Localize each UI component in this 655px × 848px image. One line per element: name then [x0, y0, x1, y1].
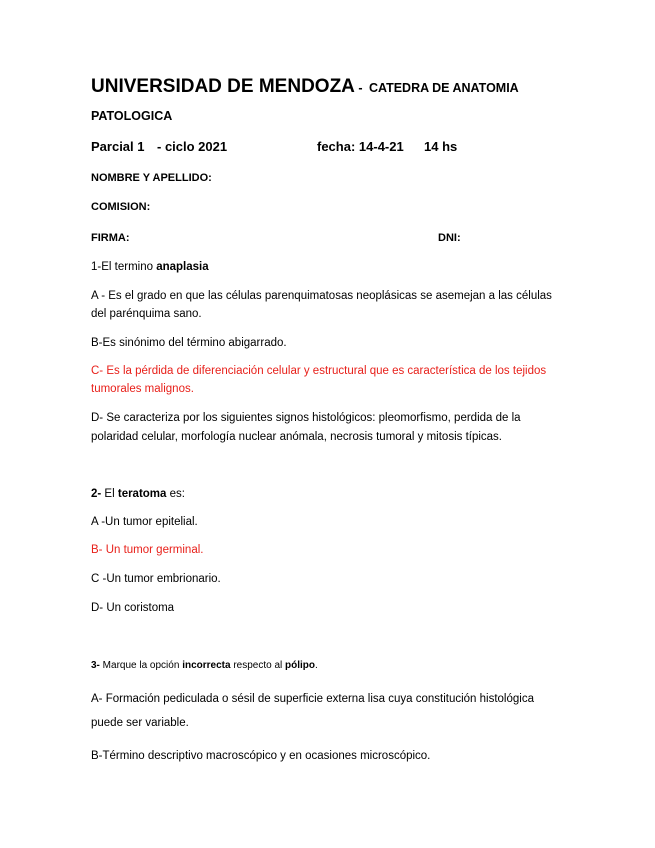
question-3-keyword-polipo: pólipo: [285, 660, 316, 671]
q2-option-c: C -Un tumor embrionario.: [91, 573, 221, 585]
question-2-keyword: teratoma: [117, 488, 167, 500]
signature-field-label: FIRMA:: [91, 232, 130, 244]
question-1: [91, 260, 209, 274]
question-3: [91, 659, 318, 673]
question-3-middle: respecto al: [230, 660, 286, 671]
question-3-prefix: Marque la opción: [99, 660, 183, 671]
question-2-prefix: El: [101, 488, 118, 500]
q1-option-c-line1: C- Es la pérdida de diferenciación celular y estructural que es característica de los tejidos: [91, 365, 547, 377]
question-3-keyword-incorrecta: incorrecta: [182, 660, 231, 671]
university-name: UNIVERSIDAD DE MENDOZA: [91, 76, 355, 97]
q1-option-b: B-Es sinónimo del término abigarrado.: [91, 337, 287, 349]
q1-option-c-line2: tumorales malignos.: [91, 383, 194, 395]
chair-name: CATEDRA DE ANATOMIA: [368, 81, 519, 95]
name-field-label: NOMBRE Y APELLIDO:: [91, 172, 212, 184]
question-2-suffix: es:: [166, 488, 185, 500]
title-dash: -: [354, 81, 363, 95]
q1-option-d-line1: D- Se caracteriza por los siguientes signos histológicos: pleomorfismo, perdida de la: [91, 412, 521, 424]
question-1-keyword: anaplasia: [156, 261, 209, 273]
chair-name-continued: PATOLOGICA: [91, 109, 173, 123]
question-1-prefix: El termino: [101, 261, 157, 273]
exam-cycle: - ciclo 2021: [157, 139, 228, 154]
dni-field-label: DNI:: [438, 232, 461, 244]
header-title-line: [91, 76, 519, 97]
q1-option-d-line2: polaridad celular, morfología nuclear anómala, necrosis tumoral y mitosis típicas.: [91, 431, 502, 443]
q2-option-a: A -Un tumor epitelial.: [91, 516, 198, 528]
q3-option-a-line1: A- Formación pediculada o sésil de superficie externa lisa cuya constitución histológica: [91, 693, 534, 705]
question-3-number: 3-: [91, 660, 100, 671]
q2-option-b: B- Un tumor germinal.: [91, 544, 204, 556]
question-2-number: 2-: [91, 488, 102, 500]
exam-time: 14 hs: [424, 139, 458, 154]
q3-option-b: B-Término descriptivo macroscópico y en ocasiones microscópico.: [91, 750, 431, 762]
q1-option-a-line2: del parénquima sano.: [91, 308, 202, 320]
commission-field-label: COMISION:: [91, 201, 151, 213]
exam-date: fecha: 14-4-21: [317, 139, 404, 154]
question-3-suffix: .: [315, 660, 318, 671]
exam-name: Parcial 1: [91, 139, 145, 154]
q2-option-d: D- Un coristoma: [91, 602, 175, 614]
q3-option-a-line2: puede ser variable.: [91, 717, 189, 729]
question-1-number: 1-: [91, 261, 102, 273]
question-2: [91, 487, 185, 501]
exam-info-line: [91, 140, 145, 154]
q1-option-a-line1: A - Es el grado en que las células parenquimatosas neoplásicas se asemejan a las células: [91, 290, 552, 302]
